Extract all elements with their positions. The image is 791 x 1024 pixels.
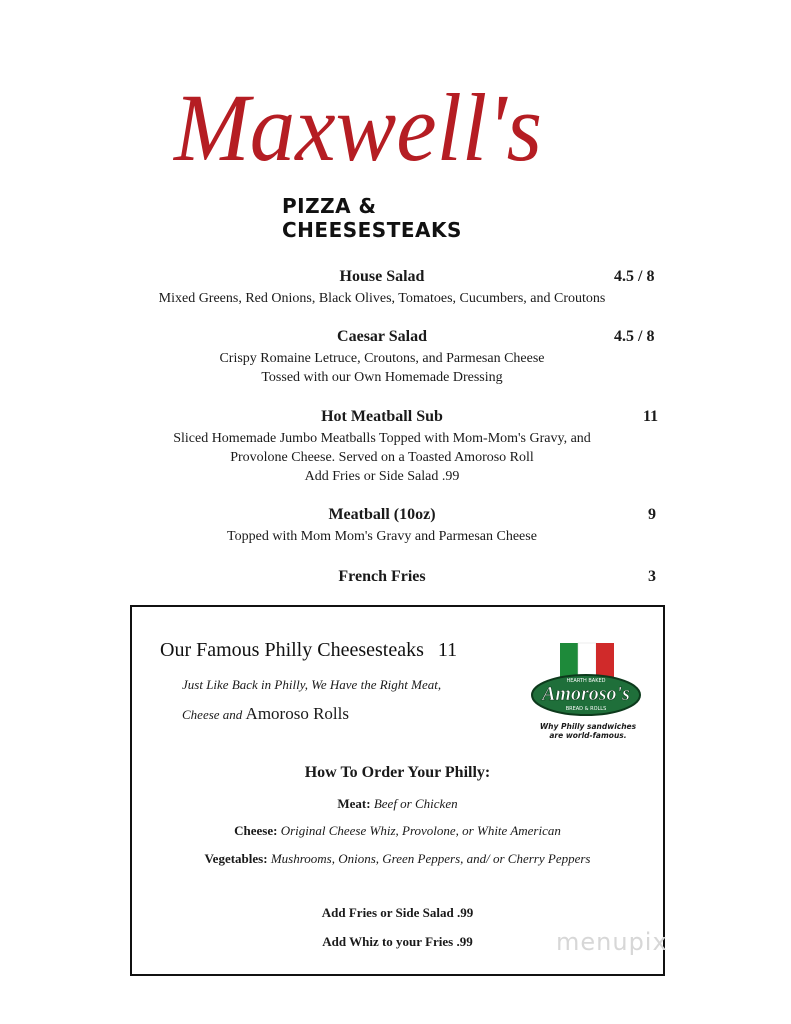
badge-slogan-1: Why Philly sandwiches bbox=[539, 722, 637, 731]
option-label: Vegetables: bbox=[204, 851, 268, 866]
intro-prefix: Cheese and bbox=[182, 707, 243, 722]
item-description: Provolone Cheese. Served on a Toasted Amoroso Roll bbox=[230, 450, 534, 465]
item-name: French Fries bbox=[338, 568, 426, 585]
flag-white-stripe bbox=[578, 643, 596, 677]
philly-intro-line-2 bbox=[182, 704, 349, 724]
item-price: 4.5 / 8 bbox=[614, 328, 655, 345]
item-description: Topped with Mom Mom's Gravy and Parmesan Cheese bbox=[227, 529, 537, 544]
addon-whiz: Add Whiz to your Fries .99 bbox=[322, 934, 473, 949]
item-price: 9 bbox=[648, 506, 656, 523]
addon-fries: Add Fries or Side Salad .99 bbox=[321, 905, 474, 920]
item-description: Mixed Greens, Red Onions, Black Olives, Tomatoes, Cucumbers, and Croutons bbox=[158, 291, 606, 306]
badge-slogan-2: are world-famous. bbox=[549, 731, 627, 740]
logo-text: Maxwell's bbox=[172, 74, 543, 181]
intro-brand: Amoroso Rolls bbox=[245, 704, 349, 723]
item-name: Hot Meatball Sub bbox=[321, 408, 443, 425]
item-description: Add Fries or Side Salad .99 bbox=[304, 469, 460, 484]
philly-price: 11 bbox=[437, 639, 458, 661]
badge-brand: Amoroso's bbox=[542, 683, 630, 705]
option-cheese bbox=[132, 823, 663, 839]
item-name: House Salad bbox=[339, 268, 425, 285]
menupix-watermark: menupix bbox=[556, 928, 668, 956]
item-description: Tossed with our Own Homemade Dressing bbox=[261, 370, 503, 385]
philly-intro-line-1: Just Like Back in Philly, We Have the Right Meat, bbox=[182, 677, 442, 692]
option-value: Mushrooms, Onions, Green Peppers, and/ or Cherry Peppers bbox=[270, 851, 591, 866]
philly-headline bbox=[160, 639, 457, 662]
flag-green-stripe bbox=[560, 643, 578, 677]
item-price: 11 bbox=[643, 408, 659, 425]
item-description: Sliced Homemade Jumbo Meatballs Topped with Mom-Mom's Gravy, and bbox=[173, 431, 591, 446]
item-price: 4.5 / 8 bbox=[614, 268, 655, 285]
option-vegetables bbox=[132, 851, 663, 867]
amoroso-logo bbox=[530, 639, 648, 751]
order-title: How To Order Your Philly: bbox=[304, 764, 491, 781]
badge-top-text: HEARTH BAKED bbox=[566, 678, 606, 684]
item-description: Crispy Romaine Letruce, Croutons, and Parmesan Cheese bbox=[219, 351, 545, 366]
philly-cheesesteak-box bbox=[130, 605, 665, 976]
flag-red-stripe bbox=[596, 643, 614, 677]
item-price: 3 bbox=[648, 568, 656, 585]
option-value: Beef or Chicken bbox=[373, 796, 458, 811]
tagline: PIZZA & CHEESESTEAKS bbox=[282, 194, 462, 242]
item-name: Caesar Salad bbox=[337, 328, 427, 345]
option-label: Meat: bbox=[337, 796, 371, 811]
philly-title: Our Famous Philly Cheesesteaks bbox=[160, 639, 424, 661]
option-label: Cheese: bbox=[234, 823, 278, 838]
item-name: Meatball (10oz) bbox=[328, 506, 436, 523]
option-meat bbox=[132, 796, 663, 812]
option-value: Original Cheese Whiz, Provolone, or White American bbox=[280, 823, 561, 838]
badge-sub-text: BREAD & ROLLS bbox=[565, 706, 607, 712]
maxwells-logo bbox=[168, 58, 548, 198]
